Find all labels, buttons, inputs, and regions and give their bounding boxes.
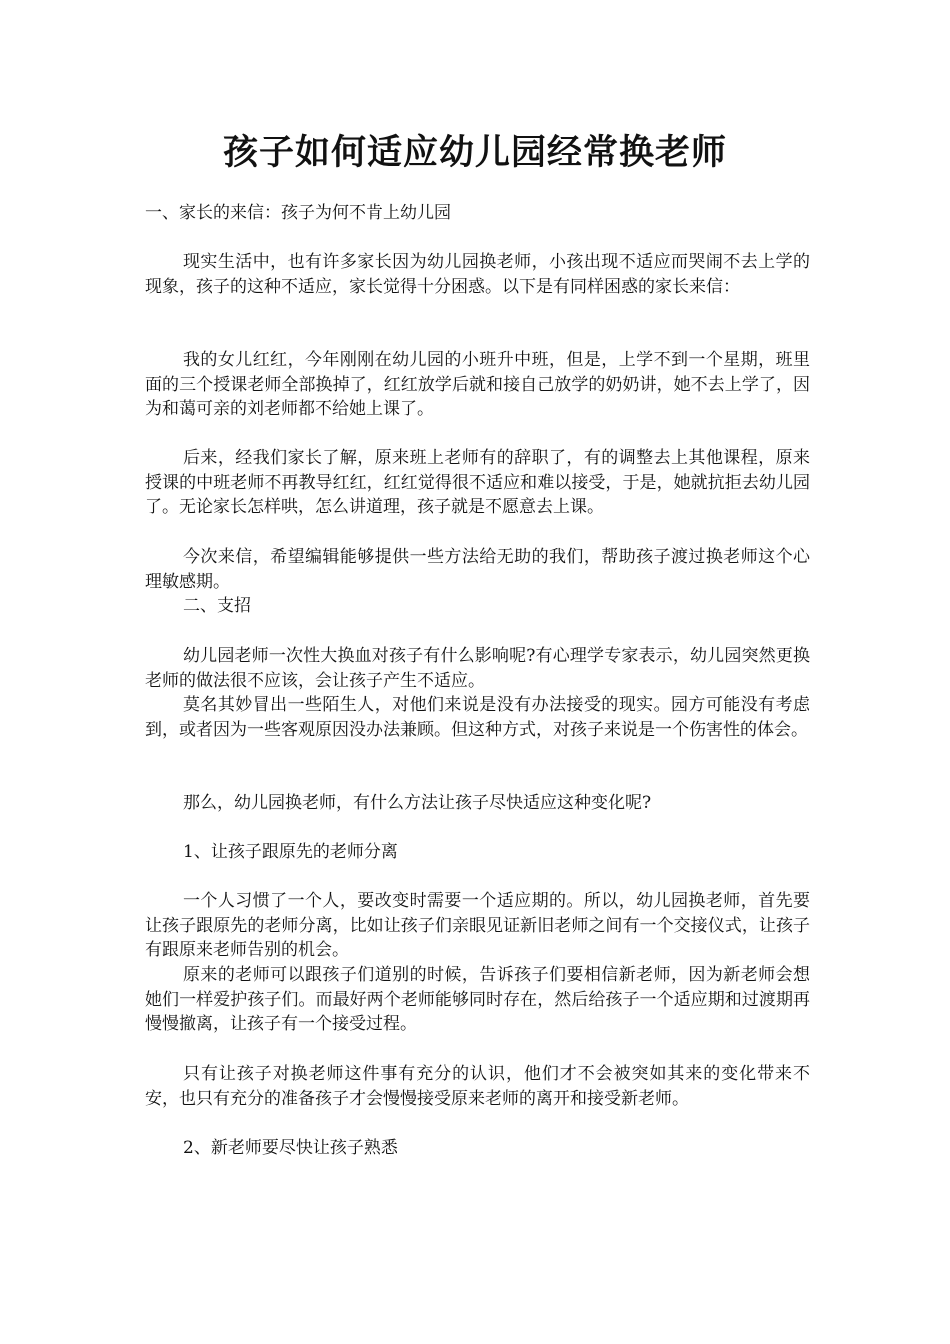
paragraph-question: 那么，幼儿园换老师，有什么方法让孩子尽快适应这种变化呢? — [183, 793, 652, 813]
subheading-new-teacher: 2、新老师要尽快让孩子熟悉 — [183, 1138, 398, 1158]
document-title: 孩子如何适应幼儿园经常换老师 — [222, 132, 727, 173]
paragraph-tips-2: 莫名其妙冒出一些陌生人，对他们来说是没有办法接受的现实。园方可能没有考虑到，或者因为一些客观原因没办法兼顾。但这种方式，对孩子来说是一个伤害性的体会。 — [145, 695, 810, 740]
section-heading-parent-letter: 一、家长的来信：孩子为何不肯上幼儿园 — [145, 203, 451, 223]
paragraph-intro: 现实生活中，也有许多家长因为幼儿园换老师，小孩出现不适应而哭闹不去上学的现象，孩子的这种不适应，家长觉得十分困惑。以下是有同样困惑的家长来信： — [145, 252, 810, 297]
paragraph-separate-3: 只有让孩子对换老师这件事有充分的认识，他们才不会被突如其来的变化带来不安，也只有充分的准备孩子才会慢慢接受原来老师的离开和接受新老师。 — [145, 1064, 810, 1109]
subheading-separate-teacher: 1、让孩子跟原先的老师分离 — [183, 842, 398, 862]
paragraph-letter-1: 我的女儿红红，今年刚刚在幼儿园的小班升中班，但是，上学不到一个星期，班里面的三个授课老师全部换掉了，红红放学后就和接自己放学的奶奶讲，她不去上学了，因为和蔼可亲的刘老师都不给她上课了。 — [145, 350, 810, 419]
paragraph-separate-2: 原来的老师可以跟孩子们道别的时候，告诉孩子们要相信新老师，因为新老师会想她们一样爱护孩子们。而最好两个老师能够同时存在，然后给孩子一个适应期和过渡期再慢慢撤离，让孩子有一个接受过程。 — [145, 965, 810, 1034]
paragraph-letter-2: 后来，经我们家长了解，原来班上老师有的辞职了，有的调整去上其他课程，原来授课的中班老师不再教导红红，红红觉得很不适应和难以接受，于是，她就抗拒去幼儿园了。无论家长怎样哄，怎么讲道理，孩子就是不愿意去上课。 — [145, 448, 810, 517]
section-heading-tips: 二、支招 — [183, 596, 251, 616]
paragraph-letter-3: 今次来信，希望编辑能够提供一些方法给无助的我们，帮助孩子渡过换老师这个心理敏感期。 — [145, 547, 810, 592]
paragraph-separate-1: 一个人习惯了一个人，要改变时需要一个适应期的。所以，幼儿园换老师，首先要让孩子跟原先的老师分离，比如让孩子们亲眼见证新旧老师之间有一个交接仪式，让孩子有跟原来老师告别的机会。 — [145, 891, 810, 960]
paragraph-tips-1: 幼儿园老师一次性大换血对孩子有什么影响呢?有心理学专家表示，幼儿园突然更换老师的做法很不应该，会让孩子产生不适应。 — [145, 646, 810, 691]
